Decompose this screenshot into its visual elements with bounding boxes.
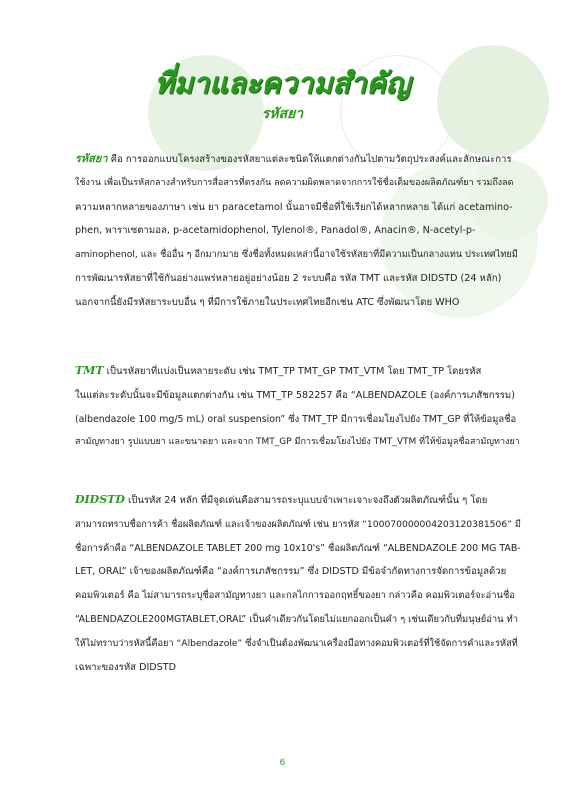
paragraph-line: สามัญทางยา รูปแบบยา และขนาดยา และจาก TMT_GP มีการเชื่อมโยงไปยัง TMT_VTM ที่ให้ข้อมูลชื่อสามัญทางยา xyxy=(75,437,520,448)
paragraph-didstd xyxy=(75,488,522,679)
paragraph-line: สามารถทราบชื่อการค้า ชื่อผลิตภัณฑ์ และเจ้าของผลิตภัณฑ์ เช่น ยารหัส “100070000004203120381506” มี xyxy=(75,518,521,530)
paragraph-line: LET, ORAL” เจ้าของผลิตภัณฑ์คือ “องค์การเภสัชกรรม” ซึ่ง DIDSTD มีข้อจำกัดทางการจัดการข้อมูลด้วย xyxy=(75,566,507,578)
paragraph-line: “ALBENDAZOLE200MGTABLET,ORAL” เป็นคำเดียวกันโดยไม่แยกออกเป็นคำ ๆ เช่นเดียวกับที่มนุษย์อ่าน ทำ xyxy=(75,613,519,625)
paragraph-line: เฉพาะของรหัส DIDSTD xyxy=(75,661,177,673)
page-subtitle: รหัสยา xyxy=(261,106,304,122)
paragraph-line xyxy=(75,488,522,513)
paragraph-lead-term: TMT xyxy=(75,364,104,377)
paragraph-line: ในแต่ละระดับนั้นจะมีข้อมูลแตกต่างกัน เช่น TMT_TP 582257 คือ “ALBENDAZOLE (องค์การเภสัชกรรม) xyxy=(75,389,515,401)
page-title: ที่มาและความสำคัญ xyxy=(154,66,411,100)
line-text: เป็นรหัสยาที่แบ่งเป็นหลายระดับ เช่น TMT_TP TMT_GP TMT_VTM โดย TMT_TP โดยรหัส xyxy=(106,366,482,377)
paragraph-line: ใช้งาน เพื่อเป็นรหัสกลางสำหรับการสื่อสารที่ตรงกัน ลดความผิดพลาดจากการใช้ชื่อเต็มของผลิตภัณฑ์ยา รวมถึงลด xyxy=(75,177,514,188)
paragraph-line: (albendazole 100 mg/5 mL) oral suspension” ซึ่ง TMT_TP มีการเชื่อมโยงไปยัง TMT_GP ที่ให้ข้อมูลชื่อ xyxy=(75,413,517,425)
paragraph-lead-term: DIDSTD xyxy=(75,493,125,506)
line-text: เป็นรหัส 24 หลัก ที่มีจุดเด่นคือสามารถระบุแบบจำเพาะเจาะจงถึงตัวผลิตภัณฑ์นั้น ๆ โดย xyxy=(127,495,488,506)
paragraph-line: คอมพิวเตอร์ คือ ไม่สามารถระบุชื่อสามัญทางยา และกลไกการออกฤทธิ์ของยา กล่าวคือ คอมพิวเตอร์จะอ่านชื่อ xyxy=(75,590,515,602)
paragraph-line: ชื่อการค้าคือ “ALBENDAZOLE TABLET 200 mg 10x10's” ชื่อผลิตภัณฑ์ “ALBENDAZOLE 200 MG TAB- xyxy=(75,542,521,554)
paragraph-line xyxy=(75,359,522,384)
paragraph-drug-code xyxy=(75,147,522,315)
paragraph-tmt xyxy=(75,359,522,455)
paragraph-line: aminophenol, และ ชื่ออื่น ๆ อีกมากมาย ซึ่งชื่อทั้งหมดเหล่านี้อาจใช้รหัสยาที่มีความเป็นกลางแทน ประเทศไทยมี xyxy=(75,249,518,261)
paragraph-line: การพัฒนารหัสยาที่ใช้กันอย่างแพร่หลายอยู่อย่างน้อย 2 ระบบคือ รหัส TMT และรหัส DIDSTD (24 หลัก) xyxy=(75,272,502,284)
paragraph-line: phen, พาราเซตามอล, p-acetamidophenol, Tylenol®, Panadol®, Anacin®, N-acetyl-p- xyxy=(75,225,476,237)
paragraph-line: ความหลากหลายของภาษา เช่น ยา paracetamol นั้นอาจมีชื่อที่ใช้เรียกได้หลากหลาย ได้แก่ acetamino- xyxy=(75,201,513,213)
paragraph-line xyxy=(75,147,522,172)
paragraph-line: ให้ไม่ทราบว่ารหัสนี้คือยา “Albendazole” ซึ่งจำเป็นต้องพัฒนาเครื่องมือทางคอมพิวเตอร์ที่ใช้จัดการคำและรหัสที่ xyxy=(75,637,518,649)
paragraph-lead-term: รหัสยา xyxy=(75,152,108,165)
line-text: คือ การออกแบบโครงสร้างของรหัสยาแต่ละชนิดให้แตกต่างกันไปตามวัตถุประสงค์และลักษณะการ xyxy=(110,154,512,165)
page-number: 6 xyxy=(279,758,286,768)
paragraph-line: นอกจากนี้ยังมีรหัสยาระบบอื่น ๆ ที่มีการใช้ภายในประเทศไทยอีกเช่น ATC ซึ่งพัฒนาโดย WHO xyxy=(75,296,460,308)
